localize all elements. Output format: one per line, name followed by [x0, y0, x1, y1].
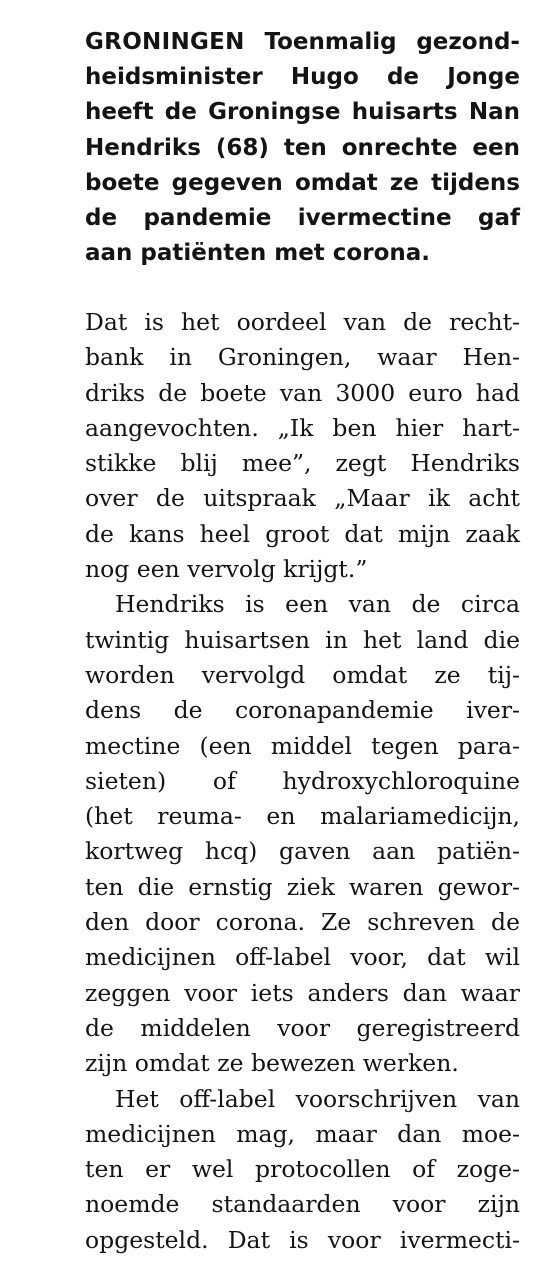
article-lead — [85, 25, 520, 271]
lead-line: Hendriks (68) ten onrechte een — [85, 134, 520, 161]
body-line: dens de coronapandemie iver- — [85, 696, 520, 725]
body-line: ten er wel protocollen of zoge- — [85, 1155, 520, 1184]
body-line: zeggen voor iets anders dan waar — [85, 978, 520, 1007]
body-paragraph — [85, 587, 520, 1081]
body-line: medicijnen mag, maar dan moe- — [85, 1119, 520, 1148]
lead-line: GRONINGEN Toenmalig gezond- — [85, 29, 520, 55]
body-line: kortweg hcq) gaven aan patiën- — [85, 837, 520, 866]
body-line: Hendriks is een van de circa — [115, 590, 520, 619]
body-line: over de uitspraak „Maar ik acht — [85, 484, 520, 513]
body-line: stikke blij mee”, zegt Hendriks — [85, 449, 520, 478]
body-line: aangevochten. „Ik ben hier hart- — [85, 413, 520, 442]
article-body — [85, 305, 520, 1258]
body-line: twintig huisartsen in het land die — [85, 625, 520, 654]
dateline: GRONINGEN — [85, 29, 245, 55]
body-line: zijn omdat ze bewezen werken. — [85, 1049, 459, 1078]
body-line: opgesteld. Dat is voor ivermecti- — [85, 1225, 520, 1254]
body-line: mectine (een middel tegen para- — [85, 731, 520, 760]
lead-line: boete gegeven omdat ze tijdens — [85, 169, 520, 196]
body-line: nog een vervolg krijgt.” — [85, 555, 368, 584]
body-line: ten die ernstig ziek waren gewor- — [85, 872, 520, 901]
body-line: worden vervolgd omdat ze tij- — [85, 660, 520, 689]
body-line: bank in Groningen, waar Hen- — [85, 343, 520, 372]
body-paragraph — [85, 305, 520, 587]
lead-line: heeft de Groningse huisarts Nan — [85, 99, 520, 126]
body-paragraph — [85, 1082, 520, 1258]
body-line: den door corona. Ze schreven de — [85, 908, 520, 937]
body-line: Dat is het oordeel van de recht- — [85, 308, 520, 336]
body-line: de kans heel groot dat mijn zaak — [85, 519, 520, 548]
body-line: driks de boete van 3000 euro had — [85, 378, 520, 407]
body-line: (het reuma- en malariamedicijn, — [85, 802, 520, 831]
body-line: sieten) of hydroxychloroquine — [85, 766, 520, 795]
lead-line: aan patiënten met corona. — [85, 240, 431, 267]
lead-line: heidsminister Hugo de Jonge — [85, 64, 520, 91]
body-line: medicijnen off-label voor, dat wil — [85, 943, 520, 972]
body-line: Het off-label voorschrijven van — [115, 1084, 520, 1113]
body-line: de middelen voor geregistreerd — [85, 1013, 520, 1042]
body-line: noemde standaarden voor zijn — [85, 1190, 520, 1219]
lead-line: de pandemie ivermectine gaf — [85, 204, 520, 231]
